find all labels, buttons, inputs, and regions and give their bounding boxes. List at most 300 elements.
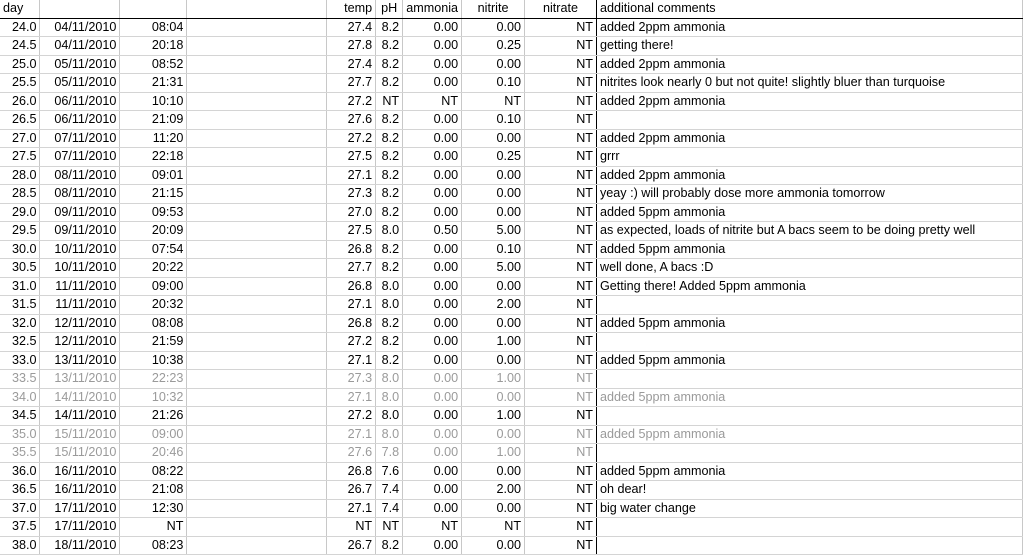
cell-nitrite[interactable]: 0.00 bbox=[462, 499, 525, 518]
cell-day[interactable]: 31.0 bbox=[0, 277, 40, 296]
cell-time[interactable]: 20:32 bbox=[120, 296, 187, 315]
cell-day[interactable]: 26.0 bbox=[0, 92, 40, 111]
cell-ph[interactable]: 8.2 bbox=[376, 333, 403, 352]
cell-ammonia[interactable]: 0.00 bbox=[403, 148, 462, 167]
cell-day[interactable]: 31.5 bbox=[0, 296, 40, 315]
cell-day[interactable]: 30.0 bbox=[0, 240, 40, 259]
cell-comment[interactable]: getting there! bbox=[596, 37, 1022, 56]
cell-nitrate[interactable]: NT bbox=[525, 370, 597, 389]
cell-empty[interactable] bbox=[187, 74, 327, 93]
cell-ammonia[interactable]: 0.00 bbox=[403, 333, 462, 352]
cell-empty[interactable] bbox=[187, 388, 327, 407]
cell-empty[interactable] bbox=[187, 203, 327, 222]
cell-day[interactable]: 24.5 bbox=[0, 37, 40, 56]
cell-time[interactable]: 11:20 bbox=[120, 129, 187, 148]
cell-time[interactable]: 08:52 bbox=[120, 55, 187, 74]
cell-temp[interactable]: 27.2 bbox=[327, 129, 376, 148]
cell-comment[interactable]: added 2ppm ammonia bbox=[596, 166, 1022, 185]
cell-ph[interactable]: 8.0 bbox=[376, 388, 403, 407]
cell-empty[interactable] bbox=[187, 351, 327, 370]
cell-date[interactable]: 07/11/2010 bbox=[40, 129, 120, 148]
cell-comment[interactable]: added 2ppm ammonia bbox=[596, 92, 1022, 111]
cell-comment[interactable] bbox=[596, 536, 1022, 555]
cell-day[interactable]: 24.0 bbox=[0, 18, 40, 37]
cell-nitrate[interactable]: NT bbox=[525, 407, 597, 426]
cell-date[interactable]: 13/11/2010 bbox=[40, 370, 120, 389]
cell-empty[interactable] bbox=[187, 277, 327, 296]
cell-temp[interactable]: 26.8 bbox=[327, 240, 376, 259]
cell-time[interactable]: 09:00 bbox=[120, 425, 187, 444]
cell-empty[interactable] bbox=[187, 222, 327, 241]
cell-ammonia[interactable]: 0.00 bbox=[403, 277, 462, 296]
cell-nitrate[interactable]: NT bbox=[525, 129, 597, 148]
cell-nitrite[interactable]: 0.10 bbox=[462, 240, 525, 259]
cell-empty[interactable] bbox=[187, 499, 327, 518]
cell-temp[interactable]: 27.2 bbox=[327, 333, 376, 352]
header-ph[interactable]: pH bbox=[376, 0, 403, 18]
cell-temp[interactable]: 27.0 bbox=[327, 203, 376, 222]
cell-day[interactable]: 34.5 bbox=[0, 407, 40, 426]
cell-day[interactable]: 25.5 bbox=[0, 74, 40, 93]
cell-comment[interactable]: oh dear! bbox=[596, 481, 1022, 500]
cell-time[interactable]: 08:08 bbox=[120, 314, 187, 333]
cell-comment[interactable]: as expected, loads of nitrite but A bacs seem to be doing pretty well bbox=[596, 222, 1022, 241]
cell-day[interactable]: 27.0 bbox=[0, 129, 40, 148]
cell-nitrite[interactable]: 5.00 bbox=[462, 222, 525, 241]
cell-day[interactable]: 36.0 bbox=[0, 462, 40, 481]
cell-ammonia[interactable]: 0.00 bbox=[403, 18, 462, 37]
cell-time[interactable]: 08:22 bbox=[120, 462, 187, 481]
header-time[interactable] bbox=[120, 0, 187, 18]
cell-nitrate[interactable]: NT bbox=[525, 296, 597, 315]
cell-date[interactable]: 06/11/2010 bbox=[40, 111, 120, 130]
cell-time[interactable]: 21:59 bbox=[120, 333, 187, 352]
cell-day[interactable]: 38.0 bbox=[0, 536, 40, 555]
cell-day[interactable]: 28.5 bbox=[0, 185, 40, 204]
cell-comment[interactable] bbox=[596, 111, 1022, 130]
cell-nitrite[interactable]: 1.00 bbox=[462, 444, 525, 463]
cell-nitrate[interactable]: NT bbox=[525, 425, 597, 444]
header-blank[interactable] bbox=[187, 0, 327, 18]
cell-nitrate[interactable]: NT bbox=[525, 203, 597, 222]
cell-temp[interactable]: 27.1 bbox=[327, 296, 376, 315]
cell-ph[interactable]: 8.2 bbox=[376, 314, 403, 333]
cell-ammonia[interactable]: 0.00 bbox=[403, 388, 462, 407]
cell-empty[interactable] bbox=[187, 111, 327, 130]
cell-nitrite[interactable]: 0.25 bbox=[462, 148, 525, 167]
cell-day[interactable]: 30.5 bbox=[0, 259, 40, 278]
cell-nitrate[interactable]: NT bbox=[525, 536, 597, 555]
cell-ammonia[interactable]: 0.00 bbox=[403, 481, 462, 500]
cell-nitrite[interactable]: 0.10 bbox=[462, 74, 525, 93]
cell-empty[interactable] bbox=[187, 296, 327, 315]
cell-ammonia[interactable]: 0.00 bbox=[403, 203, 462, 222]
cell-ammonia[interactable]: 0.00 bbox=[403, 314, 462, 333]
cell-nitrite[interactable]: 5.00 bbox=[462, 259, 525, 278]
cell-temp[interactable]: 27.7 bbox=[327, 259, 376, 278]
header-comments[interactable]: additional comments bbox=[596, 0, 1022, 18]
cell-empty[interactable] bbox=[187, 407, 327, 426]
cell-date[interactable]: 11/11/2010 bbox=[40, 296, 120, 315]
cell-empty[interactable] bbox=[187, 148, 327, 167]
cell-nitrite[interactable]: 0.00 bbox=[462, 314, 525, 333]
cell-nitrate[interactable]: NT bbox=[525, 388, 597, 407]
cell-ammonia[interactable]: 0.00 bbox=[403, 425, 462, 444]
cell-ammonia[interactable]: 0.00 bbox=[403, 37, 462, 56]
cell-temp[interactable]: 27.1 bbox=[327, 425, 376, 444]
cell-ph[interactable]: 8.2 bbox=[376, 74, 403, 93]
cell-day[interactable]: 35.0 bbox=[0, 425, 40, 444]
cell-nitrite[interactable]: 0.00 bbox=[462, 462, 525, 481]
cell-empty[interactable] bbox=[187, 425, 327, 444]
cell-day[interactable]: 29.5 bbox=[0, 222, 40, 241]
cell-nitrate[interactable]: NT bbox=[525, 314, 597, 333]
cell-ammonia[interactable]: 0.00 bbox=[403, 74, 462, 93]
cell-nitrite[interactable]: 0.00 bbox=[462, 425, 525, 444]
cell-day[interactable]: 33.0 bbox=[0, 351, 40, 370]
cell-nitrite[interactable]: 0.00 bbox=[462, 536, 525, 555]
cell-temp[interactable]: 26.7 bbox=[327, 536, 376, 555]
cell-nitrate[interactable]: NT bbox=[525, 222, 597, 241]
cell-ph[interactable]: 8.2 bbox=[376, 129, 403, 148]
cell-comment[interactable]: Getting there! Added 5ppm ammonia bbox=[596, 277, 1022, 296]
cell-day[interactable]: 32.0 bbox=[0, 314, 40, 333]
cell-temp[interactable]: 27.5 bbox=[327, 148, 376, 167]
cell-time[interactable]: 09:01 bbox=[120, 166, 187, 185]
cell-ph[interactable]: 8.2 bbox=[376, 37, 403, 56]
cell-nitrite[interactable]: 1.00 bbox=[462, 370, 525, 389]
cell-nitrite[interactable]: NT bbox=[462, 518, 525, 537]
cell-ph[interactable]: 8.2 bbox=[376, 18, 403, 37]
cell-comment[interactable] bbox=[596, 444, 1022, 463]
cell-nitrate[interactable]: NT bbox=[525, 37, 597, 56]
cell-ph[interactable]: 7.8 bbox=[376, 444, 403, 463]
cell-nitrite[interactable]: 0.00 bbox=[462, 388, 525, 407]
cell-temp[interactable]: 27.2 bbox=[327, 92, 376, 111]
cell-temp[interactable]: 27.8 bbox=[327, 37, 376, 56]
cell-date[interactable]: 09/11/2010 bbox=[40, 203, 120, 222]
header-nitrite[interactable]: nitrite bbox=[462, 0, 525, 18]
cell-comment[interactable] bbox=[596, 333, 1022, 352]
cell-time[interactable]: 21:26 bbox=[120, 407, 187, 426]
cell-nitrite[interactable]: 1.00 bbox=[462, 407, 525, 426]
cell-ph[interactable]: 8.2 bbox=[376, 111, 403, 130]
cell-ammonia[interactable]: 0.00 bbox=[403, 296, 462, 315]
cell-ph[interactable]: 8.2 bbox=[376, 536, 403, 555]
cell-ammonia[interactable]: 0.00 bbox=[403, 111, 462, 130]
cell-time[interactable]: 10:38 bbox=[120, 351, 187, 370]
cell-ph[interactable]: 8.0 bbox=[376, 425, 403, 444]
cell-temp[interactable]: 27.7 bbox=[327, 74, 376, 93]
cell-empty[interactable] bbox=[187, 518, 327, 537]
cell-empty[interactable] bbox=[187, 536, 327, 555]
cell-nitrite[interactable]: NT bbox=[462, 92, 525, 111]
cell-time[interactable]: 21:08 bbox=[120, 481, 187, 500]
cell-temp[interactable]: NT bbox=[327, 518, 376, 537]
cell-time[interactable]: 21:09 bbox=[120, 111, 187, 130]
cell-nitrate[interactable]: NT bbox=[525, 444, 597, 463]
cell-empty[interactable] bbox=[187, 333, 327, 352]
cell-nitrite[interactable]: 2.00 bbox=[462, 296, 525, 315]
cell-nitrate[interactable]: NT bbox=[525, 55, 597, 74]
cell-date[interactable]: 08/11/2010 bbox=[40, 166, 120, 185]
cell-comment[interactable]: yeay :) will probably dose more ammonia tomorrow bbox=[596, 185, 1022, 204]
cell-nitrite[interactable]: 0.10 bbox=[462, 111, 525, 130]
cell-nitrite[interactable]: 1.00 bbox=[462, 333, 525, 352]
cell-comment[interactable]: added 5ppm ammonia bbox=[596, 462, 1022, 481]
cell-ph[interactable]: 8.0 bbox=[376, 407, 403, 426]
cell-temp[interactable]: 27.6 bbox=[327, 111, 376, 130]
cell-time[interactable]: 20:46 bbox=[120, 444, 187, 463]
cell-nitrate[interactable]: NT bbox=[525, 333, 597, 352]
cell-date[interactable]: 12/11/2010 bbox=[40, 333, 120, 352]
cell-empty[interactable] bbox=[187, 314, 327, 333]
cell-ammonia[interactable]: 0.00 bbox=[403, 351, 462, 370]
cell-time[interactable]: 08:23 bbox=[120, 536, 187, 555]
cell-date[interactable]: 17/11/2010 bbox=[40, 499, 120, 518]
cell-empty[interactable] bbox=[187, 18, 327, 37]
cell-day[interactable]: 29.0 bbox=[0, 203, 40, 222]
cell-ammonia[interactable]: NT bbox=[403, 92, 462, 111]
cell-nitrate[interactable]: NT bbox=[525, 277, 597, 296]
cell-time[interactable]: 20:22 bbox=[120, 259, 187, 278]
cell-time[interactable]: 10:10 bbox=[120, 92, 187, 111]
cell-comment[interactable]: well done, A bacs :D bbox=[596, 259, 1022, 278]
header-day[interactable]: day bbox=[0, 0, 40, 18]
cell-ammonia[interactable]: 0.00 bbox=[403, 462, 462, 481]
cell-ammonia[interactable]: 0.00 bbox=[403, 185, 462, 204]
cell-comment[interactable]: added 5ppm ammonia bbox=[596, 240, 1022, 259]
cell-ph[interactable]: NT bbox=[376, 92, 403, 111]
cell-comment[interactable]: added 5ppm ammonia bbox=[596, 203, 1022, 222]
cell-day[interactable]: 34.0 bbox=[0, 388, 40, 407]
cell-date[interactable]: 08/11/2010 bbox=[40, 185, 120, 204]
cell-empty[interactable] bbox=[187, 240, 327, 259]
cell-nitrite[interactable]: 0.00 bbox=[462, 203, 525, 222]
cell-time[interactable]: 10:32 bbox=[120, 388, 187, 407]
cell-time[interactable]: 08:04 bbox=[120, 18, 187, 37]
cell-ph[interactable]: 7.4 bbox=[376, 499, 403, 518]
cell-comment[interactable]: grrr bbox=[596, 148, 1022, 167]
cell-time[interactable]: 21:31 bbox=[120, 74, 187, 93]
cell-comment[interactable]: added 5ppm ammonia bbox=[596, 388, 1022, 407]
cell-empty[interactable] bbox=[187, 481, 327, 500]
cell-day[interactable]: 37.0 bbox=[0, 499, 40, 518]
cell-time[interactable]: 20:09 bbox=[120, 222, 187, 241]
cell-comment[interactable]: nitrites look nearly 0 but not quite! slightly bluer than turquoise bbox=[596, 74, 1022, 93]
cell-nitrite[interactable]: 0.00 bbox=[462, 55, 525, 74]
cell-temp[interactable]: 27.1 bbox=[327, 351, 376, 370]
cell-day[interactable]: 37.5 bbox=[0, 518, 40, 537]
cell-nitrite[interactable]: 0.25 bbox=[462, 37, 525, 56]
cell-ph[interactable]: 8.0 bbox=[376, 296, 403, 315]
cell-day[interactable]: 32.5 bbox=[0, 333, 40, 352]
cell-temp[interactable]: 27.5 bbox=[327, 222, 376, 241]
cell-ammonia[interactable]: 0.50 bbox=[403, 222, 462, 241]
cell-temp[interactable]: 26.8 bbox=[327, 462, 376, 481]
cell-date[interactable]: 04/11/2010 bbox=[40, 37, 120, 56]
cell-temp[interactable]: 27.2 bbox=[327, 407, 376, 426]
cell-date[interactable]: 07/11/2010 bbox=[40, 148, 120, 167]
cell-date[interactable]: 12/11/2010 bbox=[40, 314, 120, 333]
cell-time[interactable]: 09:53 bbox=[120, 203, 187, 222]
cell-ammonia[interactable]: 0.00 bbox=[403, 444, 462, 463]
cell-temp[interactable]: 27.1 bbox=[327, 388, 376, 407]
cell-empty[interactable] bbox=[187, 370, 327, 389]
cell-date[interactable]: 11/11/2010 bbox=[40, 277, 120, 296]
cell-comment[interactable]: added 2ppm ammonia bbox=[596, 129, 1022, 148]
cell-nitrite[interactable]: 0.00 bbox=[462, 166, 525, 185]
cell-ph[interactable]: 8.2 bbox=[376, 259, 403, 278]
cell-day[interactable]: 28.0 bbox=[0, 166, 40, 185]
cell-nitrite[interactable]: 0.00 bbox=[462, 18, 525, 37]
cell-date[interactable]: 06/11/2010 bbox=[40, 92, 120, 111]
cell-ph[interactable]: NT bbox=[376, 518, 403, 537]
cell-comment[interactable]: added 5ppm ammonia bbox=[596, 314, 1022, 333]
cell-date[interactable]: 14/11/2010 bbox=[40, 388, 120, 407]
cell-date[interactable]: 10/11/2010 bbox=[40, 240, 120, 259]
cell-ph[interactable]: 8.2 bbox=[376, 55, 403, 74]
cell-empty[interactable] bbox=[187, 259, 327, 278]
cell-date[interactable]: 16/11/2010 bbox=[40, 462, 120, 481]
cell-comment[interactable]: added 2ppm ammonia bbox=[596, 55, 1022, 74]
cell-date[interactable]: 10/11/2010 bbox=[40, 259, 120, 278]
cell-ammonia[interactable]: 0.00 bbox=[403, 240, 462, 259]
header-ammonia[interactable]: ammonia bbox=[403, 0, 462, 18]
cell-nitrate[interactable]: NT bbox=[525, 166, 597, 185]
cell-ammonia[interactable]: 0.00 bbox=[403, 499, 462, 518]
cell-date[interactable]: 04/11/2010 bbox=[40, 18, 120, 37]
cell-temp[interactable]: 27.4 bbox=[327, 18, 376, 37]
cell-ammonia[interactable]: 0.00 bbox=[403, 259, 462, 278]
cell-temp[interactable]: 27.4 bbox=[327, 55, 376, 74]
cell-time[interactable]: 22:23 bbox=[120, 370, 187, 389]
cell-day[interactable]: 25.0 bbox=[0, 55, 40, 74]
cell-temp[interactable]: 27.3 bbox=[327, 185, 376, 204]
cell-empty[interactable] bbox=[187, 185, 327, 204]
cell-date[interactable]: 05/11/2010 bbox=[40, 74, 120, 93]
cell-ph[interactable]: 8.0 bbox=[376, 222, 403, 241]
cell-empty[interactable] bbox=[187, 55, 327, 74]
cell-day[interactable]: 35.5 bbox=[0, 444, 40, 463]
cell-nitrate[interactable]: NT bbox=[525, 499, 597, 518]
cell-ph[interactable]: 7.4 bbox=[376, 481, 403, 500]
cell-time[interactable]: 09:00 bbox=[120, 277, 187, 296]
cell-date[interactable]: 05/11/2010 bbox=[40, 55, 120, 74]
cell-date[interactable]: 09/11/2010 bbox=[40, 222, 120, 241]
cell-temp[interactable]: 27.1 bbox=[327, 166, 376, 185]
cell-ammonia[interactable]: 0.00 bbox=[403, 407, 462, 426]
cell-date[interactable]: 16/11/2010 bbox=[40, 481, 120, 500]
cell-nitrate[interactable]: NT bbox=[525, 92, 597, 111]
cell-empty[interactable] bbox=[187, 444, 327, 463]
cell-nitrite[interactable]: 0.00 bbox=[462, 129, 525, 148]
cell-nitrate[interactable]: NT bbox=[525, 148, 597, 167]
cell-ph[interactable]: 8.0 bbox=[376, 370, 403, 389]
cell-nitrite[interactable]: 0.00 bbox=[462, 351, 525, 370]
cell-temp[interactable]: 27.1 bbox=[327, 499, 376, 518]
cell-time[interactable]: 12:30 bbox=[120, 499, 187, 518]
cell-nitrite[interactable]: 0.00 bbox=[462, 277, 525, 296]
cell-nitrate[interactable]: NT bbox=[525, 259, 597, 278]
cell-ammonia[interactable]: NT bbox=[403, 518, 462, 537]
cell-comment[interactable] bbox=[596, 407, 1022, 426]
cell-date[interactable]: 14/11/2010 bbox=[40, 407, 120, 426]
cell-time[interactable]: 07:54 bbox=[120, 240, 187, 259]
cell-comment[interactable]: added 5ppm ammonia bbox=[596, 425, 1022, 444]
cell-ammonia[interactable]: 0.00 bbox=[403, 370, 462, 389]
cell-day[interactable]: 33.5 bbox=[0, 370, 40, 389]
header-date[interactable] bbox=[40, 0, 120, 18]
cell-empty[interactable] bbox=[187, 129, 327, 148]
header-nitrate[interactable]: nitrate bbox=[525, 0, 597, 18]
cell-nitrate[interactable]: NT bbox=[525, 111, 597, 130]
cell-nitrite[interactable]: 2.00 bbox=[462, 481, 525, 500]
cell-empty[interactable] bbox=[187, 37, 327, 56]
cell-ph[interactable]: 8.2 bbox=[376, 240, 403, 259]
cell-empty[interactable] bbox=[187, 166, 327, 185]
cell-day[interactable]: 27.5 bbox=[0, 148, 40, 167]
cell-time[interactable]: 21:15 bbox=[120, 185, 187, 204]
cell-ph[interactable]: 8.2 bbox=[376, 166, 403, 185]
cell-comment[interactable] bbox=[596, 370, 1022, 389]
cell-ammonia[interactable]: 0.00 bbox=[403, 55, 462, 74]
cell-ph[interactable]: 8.2 bbox=[376, 148, 403, 167]
cell-nitrate[interactable]: NT bbox=[525, 462, 597, 481]
cell-day[interactable]: 36.5 bbox=[0, 481, 40, 500]
cell-date[interactable]: 18/11/2010 bbox=[40, 536, 120, 555]
cell-nitrate[interactable]: NT bbox=[525, 185, 597, 204]
cell-date[interactable]: 17/11/2010 bbox=[40, 518, 120, 537]
cell-date[interactable]: 15/11/2010 bbox=[40, 425, 120, 444]
cell-temp[interactable]: 27.6 bbox=[327, 444, 376, 463]
cell-date[interactable]: 13/11/2010 bbox=[40, 351, 120, 370]
cell-empty[interactable] bbox=[187, 462, 327, 481]
cell-comment[interactable]: added 2ppm ammonia bbox=[596, 18, 1022, 37]
cell-comment[interactable] bbox=[596, 296, 1022, 315]
cell-temp[interactable]: 26.8 bbox=[327, 277, 376, 296]
header-temp[interactable]: temp bbox=[327, 0, 376, 18]
cell-time[interactable]: 20:18 bbox=[120, 37, 187, 56]
cell-empty[interactable] bbox=[187, 92, 327, 111]
cell-comment[interactable]: big water change bbox=[596, 499, 1022, 518]
cell-ph[interactable]: 8.2 bbox=[376, 203, 403, 222]
cell-nitrate[interactable]: NT bbox=[525, 518, 597, 537]
cell-nitrate[interactable]: NT bbox=[525, 481, 597, 500]
cell-ammonia[interactable]: 0.00 bbox=[403, 166, 462, 185]
cell-time[interactable]: NT bbox=[120, 518, 187, 537]
cell-ph[interactable]: 8.2 bbox=[376, 185, 403, 204]
cell-nitrate[interactable]: NT bbox=[525, 18, 597, 37]
cell-ammonia[interactable]: 0.00 bbox=[403, 129, 462, 148]
cell-time[interactable]: 22:18 bbox=[120, 148, 187, 167]
cell-day[interactable]: 26.5 bbox=[0, 111, 40, 130]
cell-nitrate[interactable]: NT bbox=[525, 74, 597, 93]
cell-date[interactable]: 15/11/2010 bbox=[40, 444, 120, 463]
cell-comment[interactable] bbox=[596, 518, 1022, 537]
cell-temp[interactable]: 26.8 bbox=[327, 314, 376, 333]
cell-temp[interactable]: 26.7 bbox=[327, 481, 376, 500]
cell-ammonia[interactable]: 0.00 bbox=[403, 536, 462, 555]
cell-ph[interactable]: 8.0 bbox=[376, 277, 403, 296]
cell-ph[interactable]: 8.2 bbox=[376, 351, 403, 370]
cell-comment[interactable]: added 5ppm ammonia bbox=[596, 351, 1022, 370]
cell-nitrate[interactable]: NT bbox=[525, 240, 597, 259]
cell-ph[interactable]: 7.6 bbox=[376, 462, 403, 481]
cell-nitrite[interactable]: 0.00 bbox=[462, 185, 525, 204]
cell-nitrate[interactable]: NT bbox=[525, 351, 597, 370]
cell-temp[interactable]: 27.3 bbox=[327, 370, 376, 389]
